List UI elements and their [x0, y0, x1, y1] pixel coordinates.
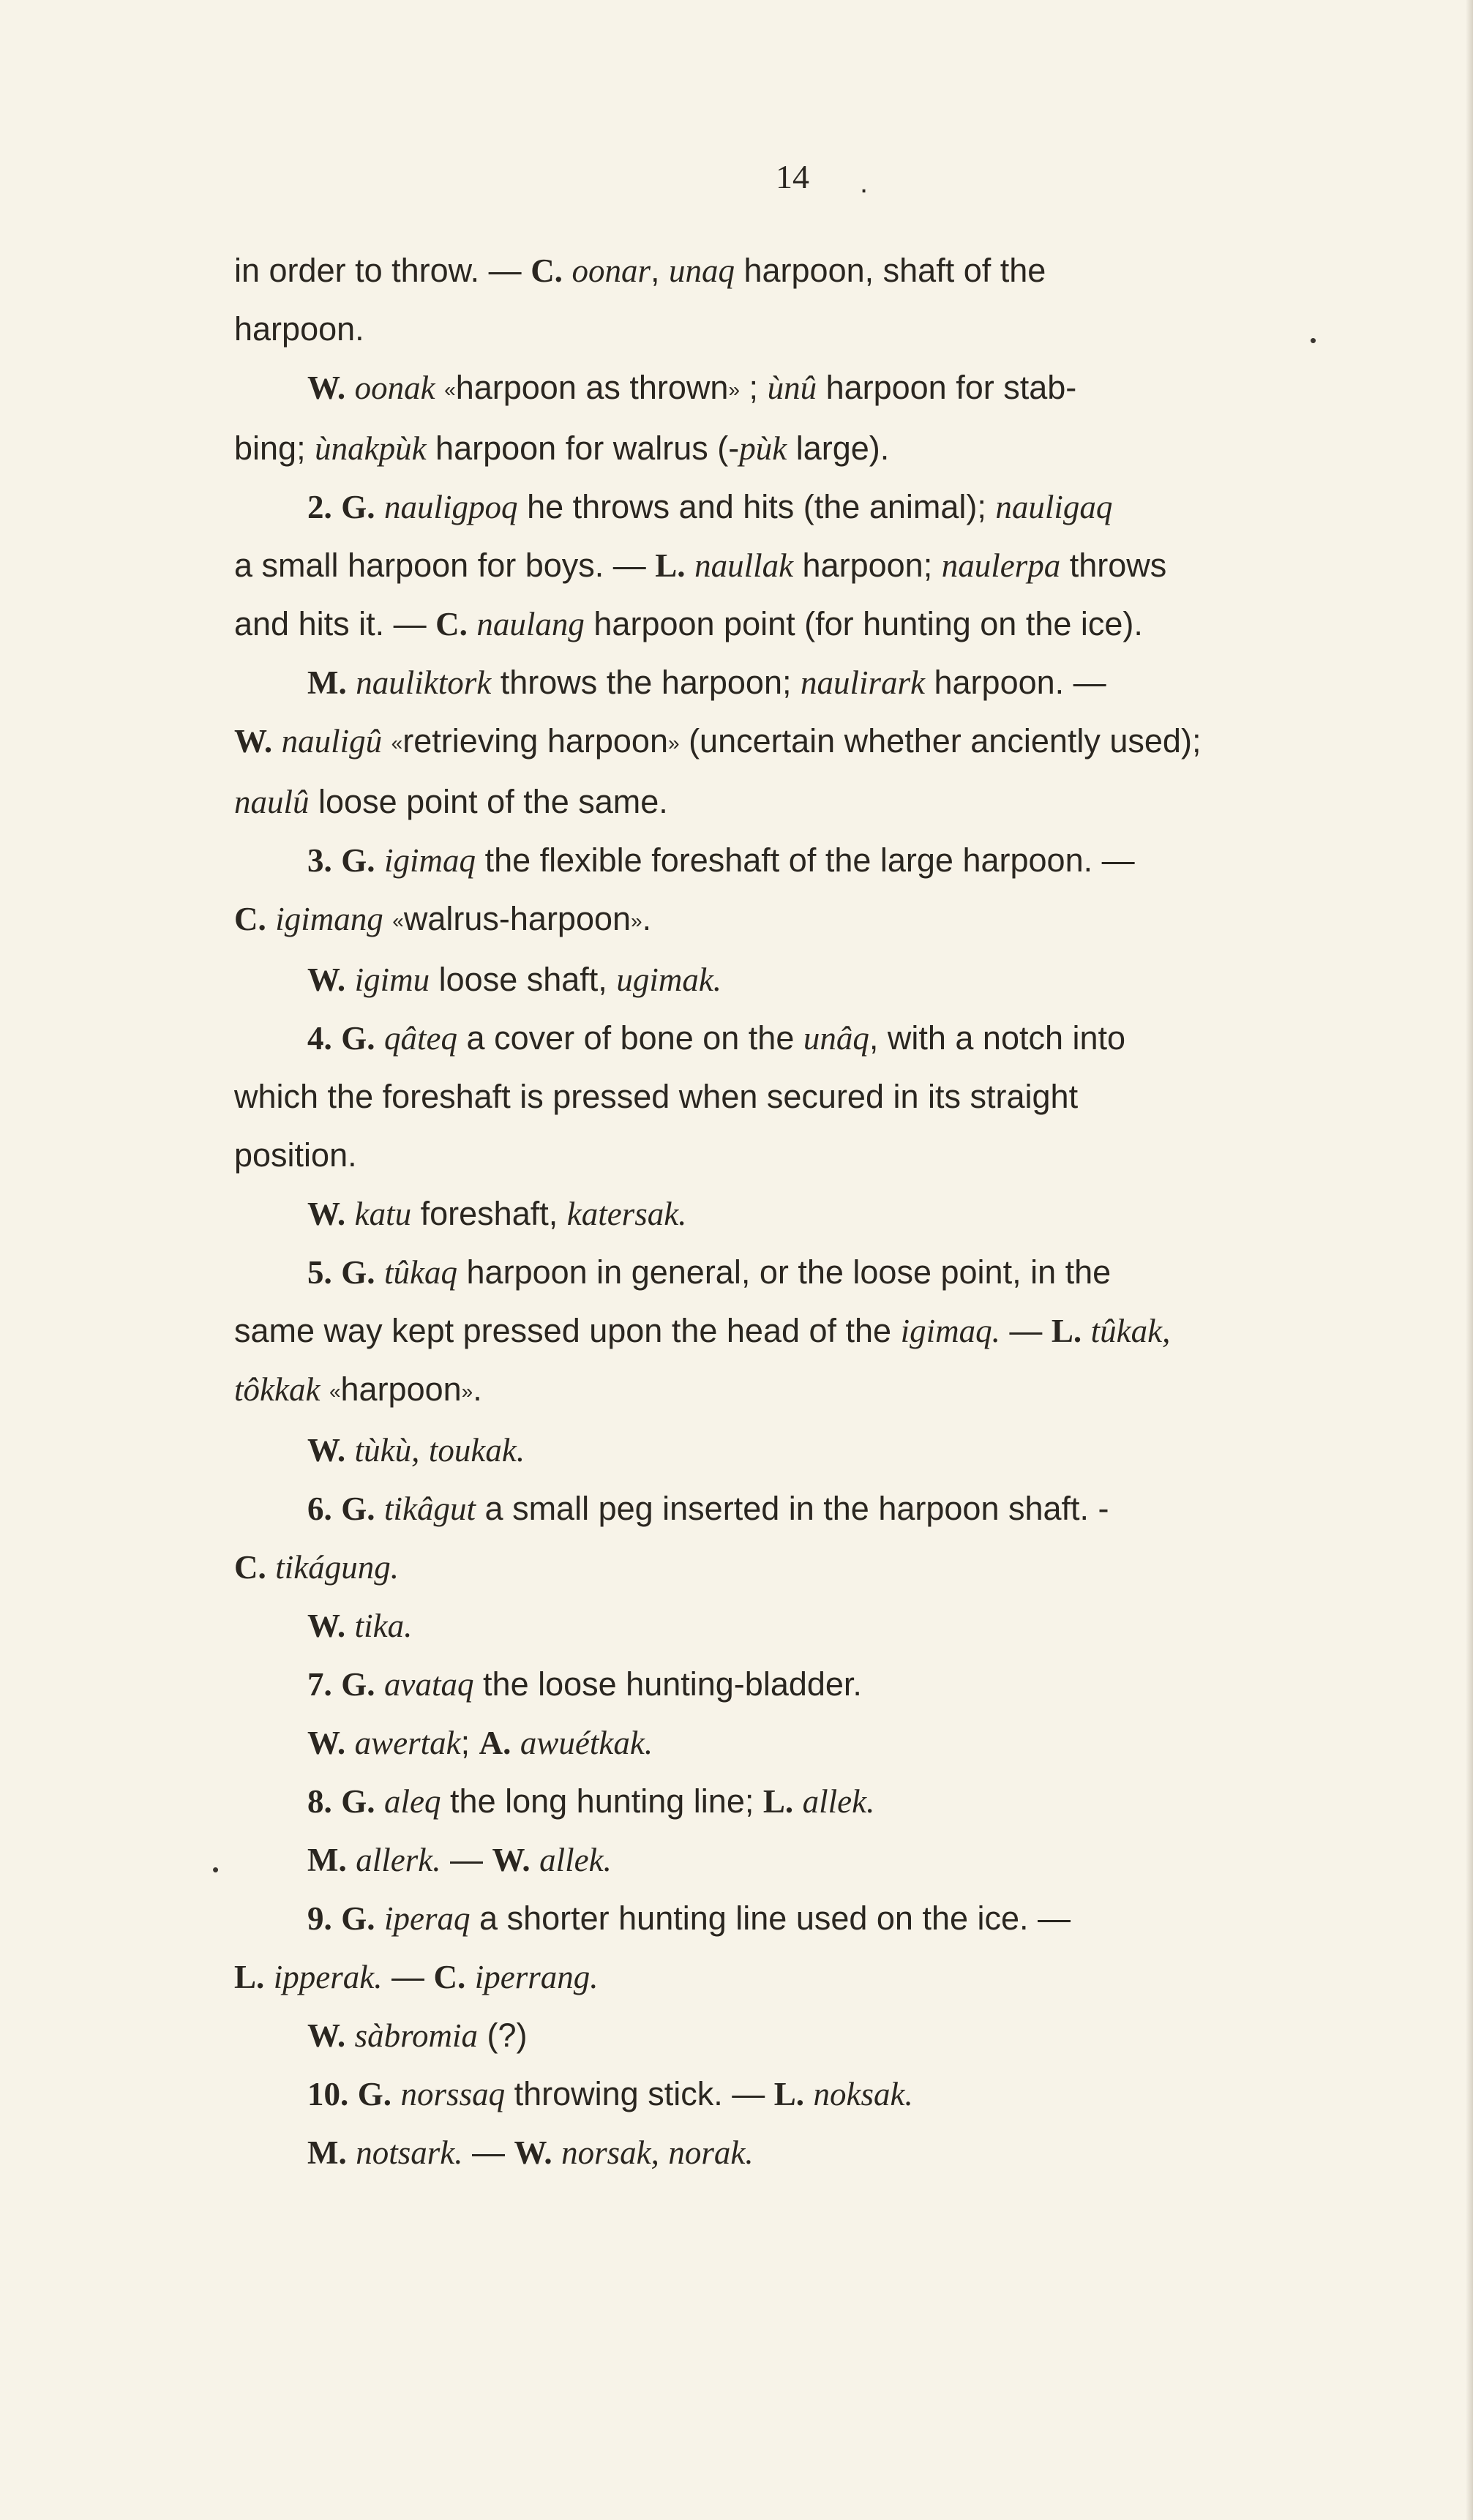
entry-number: 2. [307, 489, 332, 525]
plain-text: ; [460, 1724, 479, 1761]
text-line [234, 478, 1365, 536]
plain-text: harpoon [340, 1370, 462, 1408]
eskimo-word: katersak. [566, 1196, 687, 1232]
eskimo-word: norak. [668, 2134, 754, 2171]
quote-mark: « [392, 910, 404, 932]
text-line [234, 419, 1365, 478]
eskimo-word: awuétkak. [520, 1725, 653, 1761]
entry-number: 3. [307, 842, 332, 879]
text-line [234, 1185, 1365, 1243]
eskimo-word: igimu [354, 961, 430, 998]
text-line [234, 1772, 1365, 1831]
dialect-abbreviation: L. [762, 1783, 794, 1820]
plain-text: which the foreshaft is pressed when secured in its straight [234, 1078, 1079, 1115]
entry-number: 4. [307, 1020, 332, 1057]
text-line [234, 890, 1365, 950]
eskimo-word: tikágung. [275, 1549, 399, 1586]
eskimo-word: ipperak. [273, 1959, 383, 1995]
entry-number: 9. [307, 1900, 332, 1937]
eskimo-word: unaq [668, 252, 735, 289]
entry-number: 7. [307, 1666, 332, 1703]
plain-text: harpoon for walrus (- [426, 430, 740, 467]
entry-number: 8. [307, 1783, 332, 1820]
plain-text: same way kept pressed upon the head of the [234, 1312, 901, 1349]
dialect-abbreviation: L. [1051, 1313, 1082, 1349]
quote-mark: « [444, 378, 456, 401]
dialect-abbreviation: W. [307, 1725, 346, 1761]
dialect-abbreviation: W. [307, 370, 346, 406]
plain-text: foreshaft, [411, 1195, 567, 1232]
plain-text: harpoon in general, or the loose point, in the [457, 1253, 1112, 1291]
text-line [234, 1421, 1365, 1480]
eskimo-word: naulirark [800, 664, 925, 701]
dialect-abbreviation: G. [341, 1020, 375, 1057]
text-line [234, 1831, 1365, 1889]
dialect-abbreviation: G. [341, 1783, 375, 1820]
eskimo-word: allek. [802, 1783, 875, 1820]
dialect-abbreviation: G. [341, 489, 375, 525]
dialect-abbreviation: W. [307, 961, 346, 998]
page-edge-shadow [1466, 0, 1473, 2520]
eskimo-word: norsak, [561, 2134, 659, 2171]
quote-mark: « [329, 1380, 341, 1403]
quote-mark: » [728, 378, 741, 401]
text-line [234, 1889, 1365, 1948]
text-line [234, 536, 1365, 595]
plain-text: throws [1060, 547, 1167, 584]
plain-text: a cover of bone on the [457, 1019, 803, 1057]
entry-number: 6. [307, 1490, 332, 1527]
eskimo-word: avataq [384, 1666, 474, 1703]
dialect-abbreviation: L. [655, 547, 686, 584]
eskimo-word: tika. [354, 1608, 413, 1644]
plain-text: position. [234, 1136, 357, 1174]
eskimo-word: awertak [354, 1725, 461, 1761]
eskimo-word: tikâgut [384, 1490, 476, 1527]
plain-text: harpoon for stab- [817, 369, 1077, 406]
quote-mark: » [667, 732, 680, 754]
dialect-abbreviation: W. [307, 1196, 346, 1232]
eskimo-word: norssaq [400, 2076, 506, 2112]
text-line [234, 359, 1365, 419]
plain-text: harpoon. — [925, 664, 1106, 701]
plain-text: , [650, 252, 669, 289]
plain-text: . [642, 900, 652, 937]
eskimo-word: igimaq. [900, 1313, 1000, 1349]
dialect-abbreviation: C. [234, 1549, 266, 1586]
eskimo-word: iperaq [384, 1900, 471, 1937]
plain-text: , with a notch into [869, 1019, 1126, 1057]
eskimo-word: allerk. [356, 1842, 441, 1878]
text-line [234, 241, 1365, 300]
plain-text: throwing stick. — [505, 2075, 774, 2112]
eskimo-word: unâq [803, 1020, 869, 1057]
entry-number: 10. [307, 2076, 349, 2112]
text-line [234, 1009, 1365, 1068]
quote-mark: » [461, 1380, 473, 1403]
dialect-abbreviation: G. [357, 2076, 392, 2112]
quote-mark: « [391, 732, 403, 754]
dialect-abbreviation: G. [341, 1254, 375, 1291]
plain-text: and hits it. — [234, 605, 436, 642]
text-line [234, 773, 1365, 831]
eskimo-word: igimaq [384, 842, 476, 879]
eskimo-word: naulû [234, 784, 310, 820]
eskimo-word: nauligpoq [384, 489, 518, 525]
text-line [234, 1480, 1365, 1538]
dialect-abbreviation: W. [514, 2134, 552, 2171]
eskimo-word: tôkkak [234, 1371, 321, 1408]
dialect-abbreviation: W. [307, 1432, 346, 1469]
eskimo-word: tùkù, [354, 1432, 420, 1469]
plain-text: — [382, 1958, 434, 1995]
eskimo-word: qâteq [384, 1020, 458, 1057]
plain-text: — [441, 1841, 492, 1878]
entry-number: 5. [307, 1254, 332, 1291]
eskimo-word: ùnakpùk [315, 430, 427, 467]
plain-text: he throws and hits (the animal); [517, 488, 996, 525]
text-line [234, 2065, 1365, 2123]
eskimo-word: oonak [354, 370, 435, 406]
dialect-abbreviation: W. [307, 1608, 346, 1644]
plain-text: ; [740, 369, 768, 406]
eskimo-word: naulerpa [941, 547, 1061, 584]
dialect-abbreviation: C. [435, 606, 468, 642]
plain-text: walrus-harpoon [403, 900, 631, 937]
dialect-abbreviation: G. [341, 1490, 375, 1527]
page-body-text [234, 241, 1365, 2182]
eskimo-word: nauliktork [356, 664, 492, 701]
eskimo-word: nauligaq [995, 489, 1113, 525]
plain-text: loose point of the same. [309, 783, 668, 820]
dialect-abbreviation: G. [341, 1666, 375, 1703]
dialect-abbreviation: G. [341, 1900, 375, 1937]
stray-bullet-mark: • [1310, 329, 1317, 351]
plain-text: a shorter hunting line used on the ice. — [470, 1900, 1071, 1937]
text-line [234, 1126, 1365, 1185]
text-line [234, 831, 1365, 890]
plain-text: . [473, 1370, 482, 1408]
eskimo-word: katu [354, 1196, 412, 1232]
plain-text: — [1000, 1312, 1052, 1349]
dialect-abbreviation: L. [234, 1959, 265, 1995]
text-line [234, 1655, 1365, 1714]
eskimo-word: aleq [384, 1783, 441, 1820]
text-line [234, 1714, 1365, 1772]
eskimo-word: iperrang. [474, 1959, 599, 1995]
dialect-abbreviation: A. [479, 1725, 511, 1761]
eskimo-word: nauligû [281, 723, 383, 760]
dialect-abbreviation: M. [307, 664, 347, 701]
plain-text: (?) [478, 2017, 528, 2054]
plain-text: — [462, 2134, 514, 2171]
plain-text: throws the harpoon; [491, 664, 801, 701]
text-line [234, 1302, 1365, 1360]
text-line [234, 1360, 1365, 1421]
quote-mark: » [631, 910, 642, 932]
text-line [234, 1068, 1365, 1126]
text-line [234, 950, 1365, 1009]
text-line [234, 712, 1365, 773]
plain-text: harpoon, shaft of the [734, 252, 1046, 289]
plain-text: the loose hunting-bladder. [473, 1665, 862, 1703]
eskimo-word: noksak. [813, 2076, 913, 2112]
eskimo-word: tûkaq [384, 1254, 458, 1291]
eskimo-word: toukak. [428, 1432, 525, 1469]
plain-text: (uncertain whether anciently used); [679, 722, 1202, 760]
dialect-abbreviation: L. [773, 2076, 804, 2112]
eskimo-word: pùk [739, 430, 787, 467]
dialect-abbreviation: M. [307, 1842, 347, 1878]
plain-text: in order to throw. — [234, 252, 531, 289]
eskimo-word: tûkak, [1090, 1313, 1171, 1349]
plain-text: loose shaft, [430, 961, 617, 998]
eskimo-word: ugimak. [616, 961, 722, 998]
plain-text: a small harpoon for boys. — [234, 547, 656, 584]
dialect-abbreviation: W. [307, 2017, 346, 2054]
plain-text: the long hunting line; [441, 1782, 763, 1820]
dialect-abbreviation: C. [433, 1959, 466, 1995]
text-line [234, 2123, 1365, 2182]
plain-text: harpoon; [793, 547, 942, 584]
eskimo-word: igimang [275, 901, 383, 937]
text-line [234, 2006, 1365, 2065]
page-dot: . [860, 167, 869, 199]
plain-text: harpoon as thrown [455, 369, 729, 406]
plain-text: bing; [234, 430, 315, 467]
eskimo-word: sàbromia [354, 2017, 478, 2054]
text-line [234, 1243, 1365, 1302]
dialect-abbreviation: W. [492, 1842, 531, 1878]
eskimo-word: naulang [476, 606, 585, 642]
plain-text: harpoon. [234, 310, 364, 348]
dialect-abbreviation: W. [234, 723, 273, 760]
dialect-abbreviation: C. [234, 901, 266, 937]
dialect-abbreviation: C. [531, 252, 563, 289]
eskimo-word: oonar [571, 252, 651, 289]
dialect-abbreviation: M. [307, 2134, 347, 2171]
text-line [234, 595, 1365, 653]
plain-text: a small peg inserted in the harpoon shaft. - [476, 1490, 1109, 1527]
plain-text: large). [787, 430, 890, 467]
text-line [234, 1948, 1365, 2006]
page-number: 14 [776, 158, 809, 195]
stray-bullet-mark: • [212, 1859, 220, 1880]
eskimo-word: ùnû [767, 370, 817, 406]
text-line [234, 1538, 1365, 1597]
eskimo-word: notsark. [356, 2134, 463, 2171]
plain-text: the flexible foreshaft of the large harpoon. — [476, 841, 1135, 879]
text-line [234, 1597, 1365, 1655]
eskimo-word: allek. [539, 1842, 612, 1878]
plain-text: harpoon point (for hunting on the ice). [584, 605, 1143, 642]
dialect-abbreviation: G. [341, 842, 375, 879]
text-line [234, 653, 1365, 712]
text-line [234, 300, 1365, 359]
eskimo-word: naullak [694, 547, 794, 584]
plain-text: retrieving harpoon [402, 722, 668, 760]
